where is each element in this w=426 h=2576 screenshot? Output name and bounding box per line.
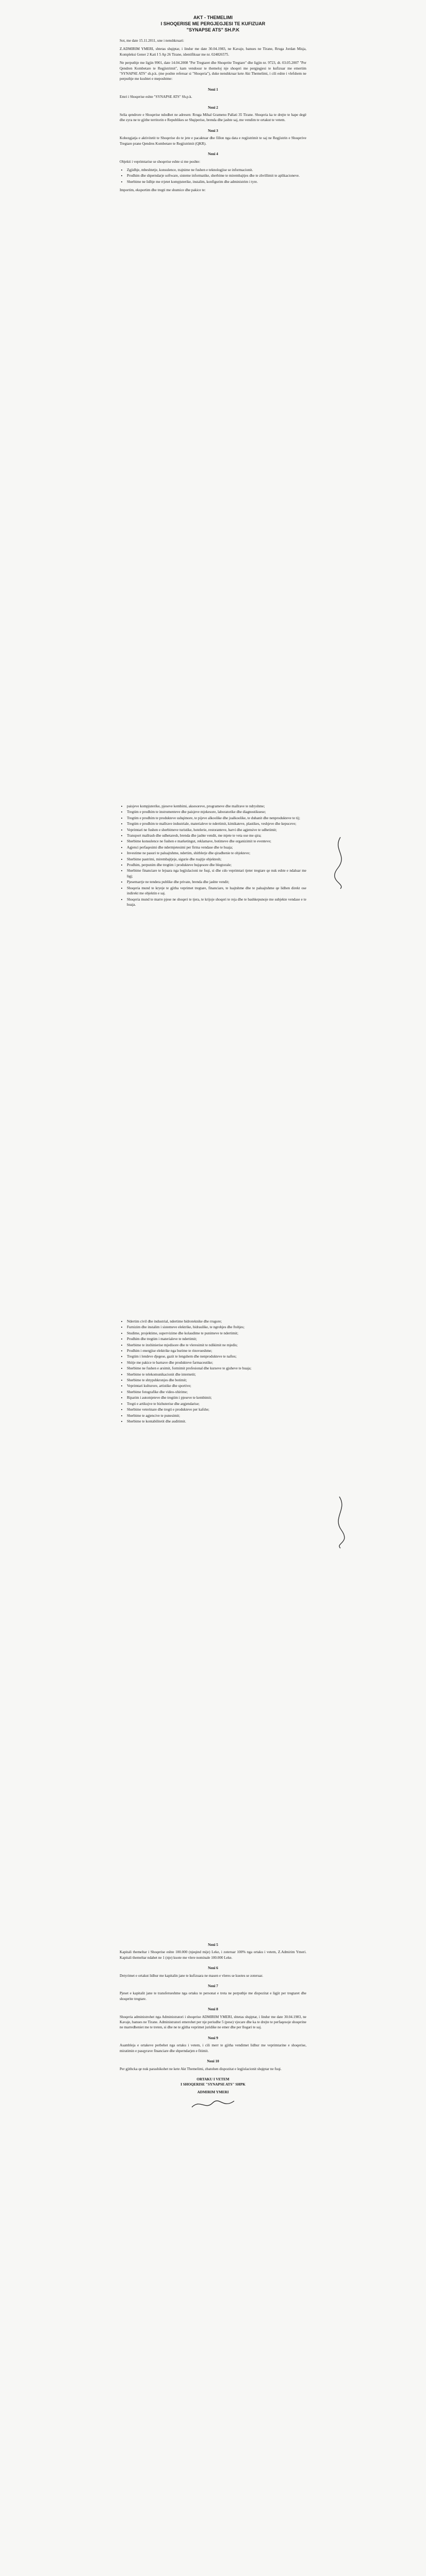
act-body-2 [120,804,306,910]
article-heading: Neni 3 [208,128,218,133]
list-item: • Prodhim dhe shperndarje software, sisteme informatike, sherbime te mirembajtjes dhe te zhvillimit te aplikacioneve. [127,173,306,178]
objects-list-a [120,167,306,184]
list-item: • Sherbime pastrimi, mirembajtjeje, sigurie dhe ruajtje objektesh; [127,857,306,862]
act-intro: Sot, me date 15.11.2011, une i nenshkruari: [120,39,184,43]
list-item: • Sherbime te agjencive te punesimit; [127,1413,306,1418]
objects-list-c [120,1319,306,1424]
list-item: • Zgjidhje, mbeshtetje, konsulence, trajnime ne fushen e teknologjise se informacionit. [127,167,306,173]
article-text: Detyrimet e ortakut lidhur me kapitalin jane te kufizuara ne masen e vleres se kuotes se zoteruar. [120,1973,264,1978]
list-item: • Sherbime te kontabilitetit dhe auditimit. [127,1419,306,1424]
list-item: • Sherbime te inxhinierise mjedisore dhe te vleresimit te ndikimit ne mjedis; [127,1343,306,1348]
act-subtitle-1: I SHOQERISE ME PERGJEGJESI TE KUFIZUAR [160,21,266,26]
signoff-company: I SHOQERISE "SYNAPSE ATS" SHPK [181,2082,245,2087]
article-text: Kohezgjatja e aktivitetit te Shoqerise do te jete e pacaktuar dhe fillon nga data e regjistrimit te saj ne Regjistrin e Shoqerive Tregtare prane Qendres Kombetare te Regjistrimit (QKR). [120,136,306,146]
article-text: Emri i Shoqerise eshte "SYNAPSE ATS" Sh.p.k. [120,95,192,99]
list-item: • Sherbime konsulence ne fushen e marketingut, reklamave, botimeve dhe organizimit te eventeve; [127,839,306,844]
list-item: • Sherbime te shtypshkronjes dhe botimit; [127,1378,306,1383]
article-heading: Neni 8 [208,2007,218,2012]
act-subtitle-2: "SYNAPSE ATS" SH.P.K [186,27,240,32]
article-heading: Neni 4 [208,152,218,157]
list-item: • Tregtim e prodhim te mallrave industriale, materialeve te ndertimit, kimikateve, plastikes, veshjeve dhe kepuceve; [127,821,306,826]
margin-initials-2 [330,1494,351,1551]
list-item: • Shitje me pakice te barnave dhe produkteve farmaceutike; [127,1360,306,1365]
list-item: • Sherbime veterinare dhe tregti e produkteve per kafshe; [127,1407,306,1412]
act-body-3 [120,1319,306,1427]
article-text: Selia qendrore e Shoqerise ndodhet ne adresen: Rruga Mihal Grameno Pallati 35 Tirane. Shoqeria ka te drejte te hape degë dhe zyra ne te gjithe territorin e Republikes se Shqiperise, brenda dhe jashte saj, me vendim te ortakut te vetem. [120,113,306,123]
list-item: • Sherbime ne lidhje me rrjetet kompjuterike, instalim, konfigurim dhe administrim i tyre. [127,179,306,184]
list-item: • Furnizim dhe instalim i sistemeve elektrike, hidraulike, te ngrohjes dhe ftohjes; [127,1325,306,1330]
act-title: AKT - THEMELIMI [193,15,233,20]
act-statement: Ne perputhje me ligjin 9901, date 14.04.2008 "Per Tregtaret dhe Shoqerite Tregtare" dhe ligjin nr. 9723, dt. 03.05.2007 "Per Qendren Kombetare te Regjistrimit", kam vendosur te themeloj nje shoqeri me pergjegjesi te kufizuar me emertim "SYNAPSE ATS" sh.p.k. (me poshte referuar si "Shoqeria"), duke nenshkruar kete Akt Themelimi, i cili eshte i vlefshem ne perputhje me kushtet e meposhtme: [120,61,306,81]
article-heading: Neni 7 [208,1984,218,1989]
articles-a [120,87,306,164]
article-text: Asambleja e ortakeve perbehet nga ortaku i vetem, i cili merr te gjitha vendimet lidhur me veprimtarine e shoqerise, miratimin e pasqyrave financiare dhe shperndarjen e fitimit. [120,2043,306,2053]
article-heading: Neni 2 [208,105,218,110]
list-item: • Veprimtari ne fushen e sherbimeve turistike, hotelerie, restoranteve, barvi dhe agjensive te udhetimit; [127,827,306,833]
article-text: Pjeset e kapitalit jane te transferueshme nga ortaku te personat e treta ne perputhje me dispozitat e ligjit per tregtaret dhe shoqerite tregtare. [120,1991,306,2001]
list-item: • Shoqeria mund te kryeje te gjitha veprimet tregtare, financiare, te luajtshme dhe te paluajtshme qe lidhen direkt ose indirekt me objektin e saj. [127,886,306,896]
list-item: • Prodhim, perpunim dhe tregtim i produkteve bujqesore dhe blegtorale; [127,862,306,868]
margin-initials-1 [330,835,351,891]
list-item: • Sherbime financiare te lejuara nga legjislacioni ne fuqi, si dhe cdo veprimtari tjeter tregtare qe nuk eshte e ndaluar me ligj; [127,868,306,879]
article-text: Shoqeria administrohet nga Administratori i shoqerise ADMIRIM YMERI, shtetas shqiptar, i lindur me date 30.04.1983, ne Kavaje, banues ne Tirane. Administratori emerohet per nje periudhe 5 (pese) vjecare dhe ka te drejte te perfaqesoje shoqerine ne marredheniet me te treten, si dhe ne te gjitha veprimet juridike ne emer dhe per llogari te saj. [120,2014,306,2030]
list-item: • paisjeve kompjuterike, pjeseve kembimi, aksesoreve, programeve dhe mallrave te ndryshme; [127,804,306,809]
list-item: • Ndertim civil dhe industrial, ndertime hidroteknike dhe rrugore; [127,1319,306,1324]
list-item: • Investime ne pasuri te paluajtshme, ndertim, shitblerje dhe qiradhenie te objekteve; [127,851,306,856]
act-body-4 [120,1937,306,2111]
signoff-name: ADMIRIM YMERI [197,2090,229,2094]
list-item: • Tregti e artikujve te bizhuterise dhe argjendarise; [127,1401,306,1406]
article-text: Kapitali themeltar i Shoqerise eshte 100.000 (njeqind mije) Leke, i zoteruar 100% nga ortaku i vetem, Z.Admirim Ymeri. Kapitali themeltar ndahet ne 1 (nje) kuote me vlere nominale 100.000 Leke. [120,1950,306,1960]
list-item: • Tregtim i lendeve djegese, gazit te lengshem dhe nenprodukteve te naftes; [127,1354,306,1359]
list-item: • Prodhim i energjise elektrike nga burime te rinovueshme; [127,1348,306,1353]
objects-list-intro: Importim, eksportim dhe tregti me shumice dhe pakice te: [120,188,206,193]
list-item: • Sherbime fotografike dhe video-xhirime; [127,1389,306,1395]
list-item: • Sherbime ne fushen e arsimit, formimit profesional dhe kurseve te gjuheve te huaja; [127,1366,306,1371]
article-heading: Neni 9 [208,2036,218,2040]
list-item: • Shoqeria mund te marre pjese ne shoqeri te tjera, te krijoje shoqeri te reja dhe te bashkepunoje me subjekte vendase e te huaja. [127,897,306,908]
signoff-title: ORTAKU I VETEM [196,2077,230,2081]
list-item: • Transport mallrash dhe udhetaresh, brenda dhe jashte vendit, me mjete te veta ose me qira; [127,833,306,838]
article-heading: Neni 6 [208,1966,218,1971]
article-heading: Neni 1 [208,87,218,92]
articles-b [120,1942,306,2072]
list-item: • Studime, projektime, supervizime dhe kolaudime te punimeve te ndertimit; [127,1331,306,1336]
founder-signature [190,2098,236,2111]
act-body [120,14,306,196]
article-heading: Neni 10 [207,2059,219,2064]
list-item: • Veprimtari kulturore, artistike dhe sportive; [127,1383,306,1388]
list-item: • Pjesemarrje ne tendera publike dhe private, brenda dhe jashte vendit; [127,879,306,885]
article-heading: Neni 5 [208,1943,218,1947]
list-item: • Agjenci perfaqesimi dhe ndermjetesimi per firma vendase dhe te huaja; [127,845,306,850]
list-item: • Riparim i automjeteve dhe tregtim i pjeseve te kembimit; [127,1395,306,1400]
list-item: • Tregtim e prodhim te produkteve ushqimore, te pijeve alkoolike dhe joalkoolike, te duhanit dhe nenprodukteve te tij; [127,816,306,821]
list-item: • Sherbime te telekomunikacionit dhe internetit; [127,1372,306,1377]
objects-list-b [120,804,306,907]
article-text: Per gjithcka qe nuk parashikohet ne kete Akt Themelimi, zbatohen dispozitat e legjislacionit shqiptar ne fuqi. [120,2066,282,2071]
list-item: • Prodhim dhe tregtim i materialeve te ndertimit; [127,1336,306,1342]
act-founder: Z.ADMIRIM YMERI, shtetas shqiptar, i lindur me date 30.04.1983, ne Kavaje, banues ne Tirane, Rruga Jordan Misja, Kompleksi Gener 2 Kati I 5 Ap 26 Tirane, identifikuar me nr. 024826575. [120,47,306,57]
article-text: Objekti i veprimtarise se shoqerise eshte si me poshte: [120,159,201,164]
list-item: • Tregtim e prodhim te instrumenteve dhe paisjeve mjekesore, laboratorike dhe diagnostikuese; [127,809,306,815]
